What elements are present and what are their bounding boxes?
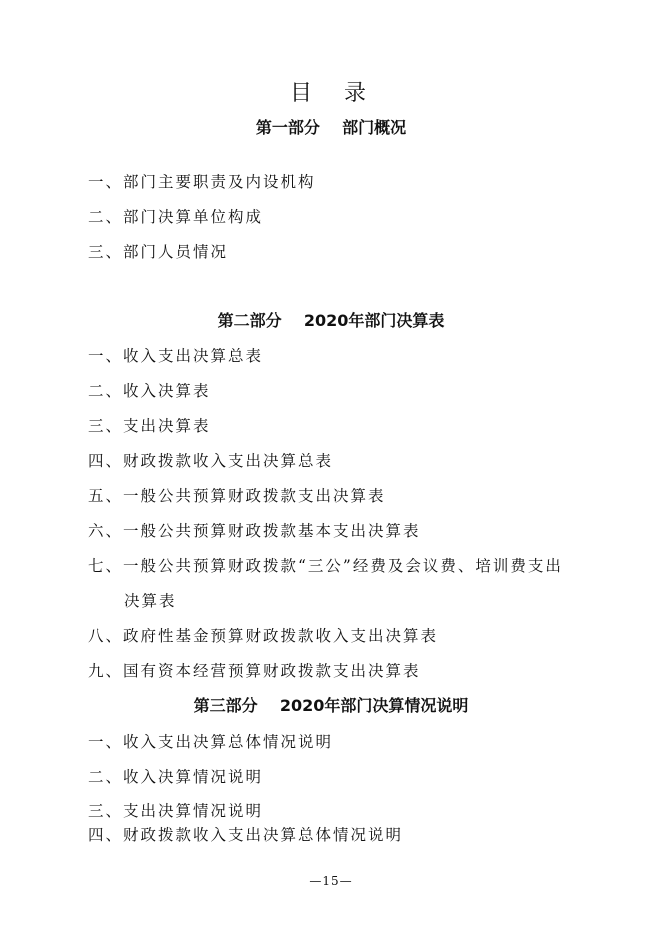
toc-item: 八、政府性基金预算财政拨款收入支出决算表 (88, 627, 439, 645)
toc-item: 五、一般公共预算财政拨款支出决算表 (88, 487, 386, 505)
toc-item: 一、部门主要职责及内设机构 (88, 173, 316, 191)
toc-item: 二、部门决算单位构成 (88, 208, 264, 226)
toc-item: 二、收入决算表 (88, 382, 211, 400)
part-2-heading: 第二部分 2020年部门决算表 (217, 311, 445, 330)
toc-item: 三、支出决算情况说明 (88, 802, 264, 820)
toc-item: 七、一般公共预算财政拨款“三公”经费及会议费、培训费支出 (88, 557, 563, 575)
toc-item: 一、收入支出决算总体情况说明 (88, 733, 334, 751)
toc-item: 六、一般公共预算财政拨款基本支出决算表 (88, 522, 421, 540)
toc-title: 目 录 (290, 81, 372, 106)
toc-item: 四、财政拨款收入支出决算总表 (88, 452, 334, 470)
toc-item: 二、收入决算情况说明 (88, 768, 264, 786)
toc-item: 三、部门人员情况 (88, 243, 229, 261)
part-3-heading: 第三部分 2020年部门决算情况说明 (193, 696, 469, 715)
toc-item: 三、支出决算表 (88, 417, 211, 435)
toc-item-continuation: 决算表 (124, 592, 177, 610)
part-1-heading: 第一部分 部门概况 (255, 118, 407, 137)
toc-item: 四、财政拨款收入支出决算总体情况说明 (88, 826, 404, 844)
page-number: —15— (309, 874, 353, 888)
toc-item: 一、收入支出决算总表 (88, 347, 264, 365)
toc-item: 九、国有资本经营预算财政拨款支出决算表 (88, 662, 421, 680)
